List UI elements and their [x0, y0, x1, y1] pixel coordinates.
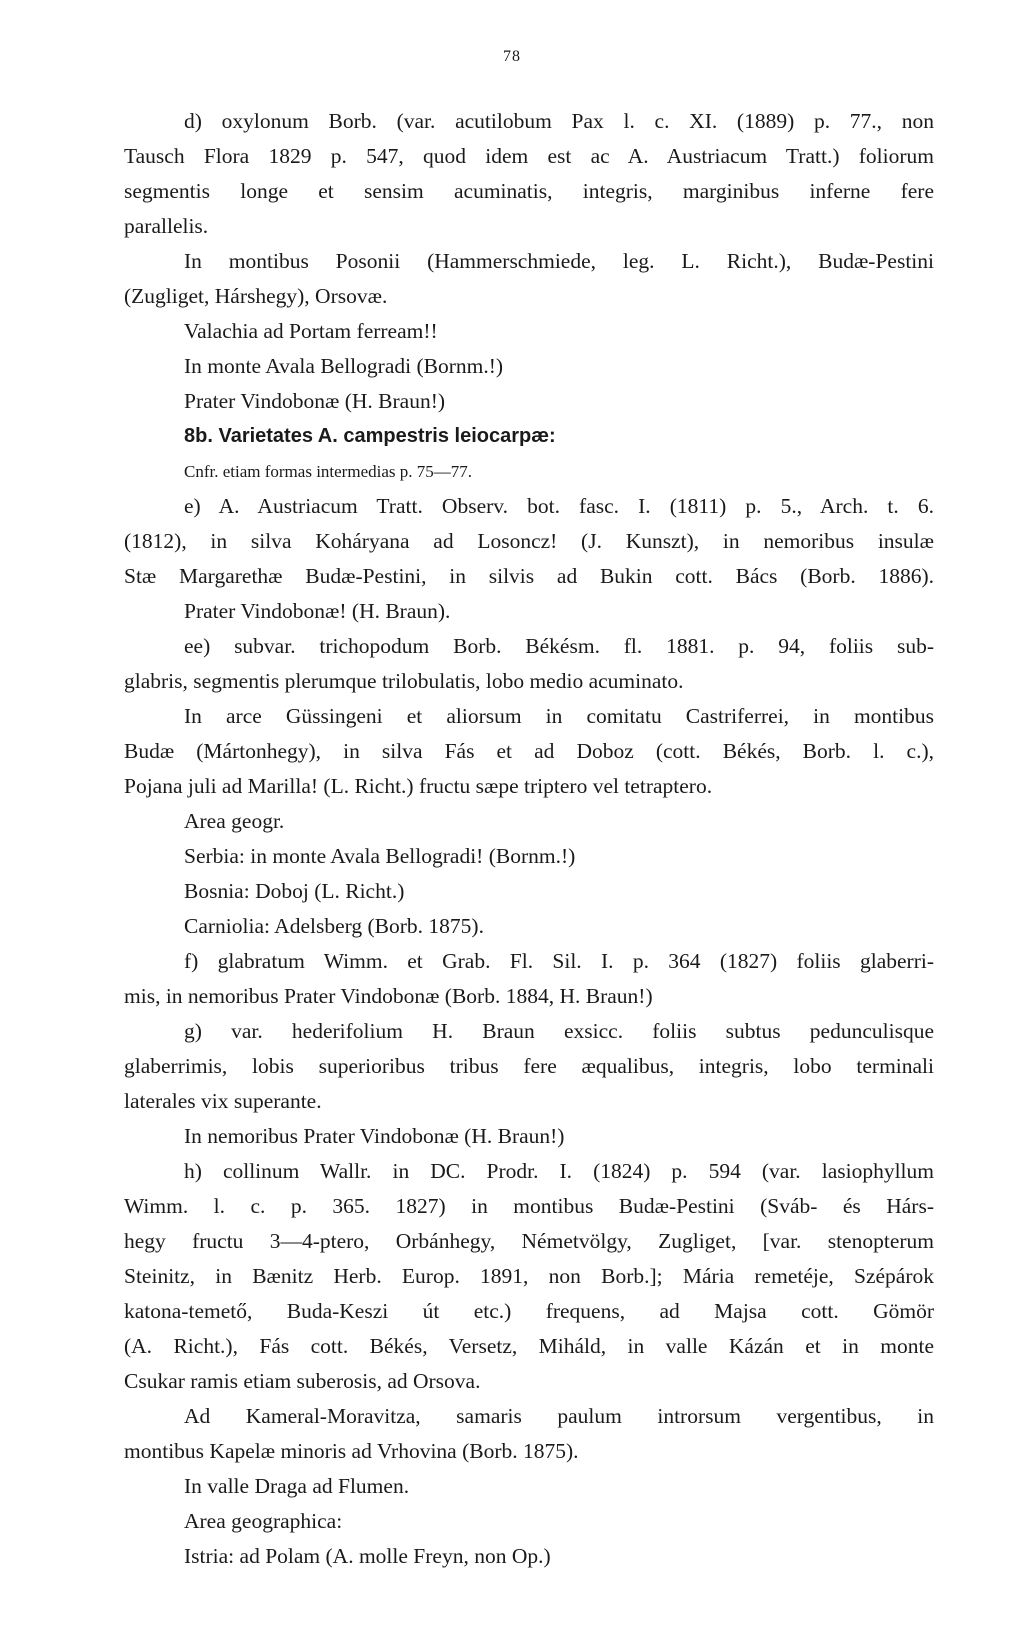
text-line: (A. Richt.), Fás cott. Békés, Versetz, Miháld, in valle Kázán et in monte [124, 1334, 934, 1358]
text-line: In arce Güssingeni et aliorsum in comitatu Castriferrei, in montibus [184, 704, 934, 728]
text-line: g) var. hederifolium H. Braun exsicc. foliis subtus pedunculisque [184, 1019, 934, 1043]
text-line: 8b. Varietates A. campestris leiocarpæ: [184, 425, 556, 447]
text-line: segmentis longe et sensim acuminatis, integris, marginibus inferne fere [124, 179, 934, 203]
text-line: laterales vix superante. [124, 1089, 322, 1113]
text-line: montibus Kapelæ minoris ad Vrhovina (Borb. 1875). [124, 1439, 579, 1463]
text-line: (Zugliget, Hárshegy), Orsovæ. [124, 284, 388, 308]
text-line: Istria: ad Polam (A. molle Freyn, non Op.) [184, 1544, 551, 1568]
text-line: glaberrimis, lobis superioribus tribus fere æqualibus, integris, lobo terminali [124, 1054, 934, 1078]
text-body [124, 104, 934, 1574]
text-line: Tausch Flora 1829 p. 547, quod idem est ac A. Austriacum Tratt.) foliorum [124, 144, 934, 168]
text-line: In montibus Posonii (Hammerschmiede, leg. L. Richt.), Budæ-Pestini [184, 249, 934, 273]
text-line: hegy fructu 3—4-ptero, Orbánhegy, Németvölgy, Zugliget, [var. stenopterum [124, 1229, 934, 1253]
text-line: d) oxylonum Borb. (var. acutilobum Pax l. c. XI. (1889) p. 77., non [184, 109, 934, 133]
text-line: Area geogr. [184, 809, 285, 833]
text-line: Cnfr. etiam formas intermedias p. 75—77. [184, 462, 472, 481]
text-line: Steinitz, in Bænitz Herb. Europ. 1891, non Borb.]; Mária remetéje, Szépárok [124, 1264, 934, 1288]
text-line: Wimm. l. c. p. 365. 1827) in montibus Budæ-Pestini (Sváb- és Hárs- [124, 1194, 934, 1218]
text-line: Carniolia: Adelsberg (Borb. 1875). [184, 914, 484, 938]
text-line: Csukar ramis etiam suberosis, ad Orsova. [124, 1369, 481, 1393]
text-line: In nemoribus Prater Vindobonæ (H. Braun!) [184, 1124, 565, 1148]
text-line: Budæ (Mártonhegy), in silva Fás et ad Doboz (cott. Békés, Borb. l. c.), [124, 739, 934, 763]
text-line: Pojana juli ad Marilla! (L. Richt.) fructu sæpe triptero vel tetraptero. [124, 774, 713, 798]
text-line: h) collinum Wallr. in DC. Prodr. I. (1824) p. 594 (var. lasiophyllum [184, 1159, 934, 1183]
text-line: f) glabratum Wimm. et Grab. Fl. Sil. I. p. 364 (1827) foliis glaberri- [184, 949, 934, 973]
page-number: 78 [503, 48, 521, 65]
text-line: Ad Kameral-Moravitza, samaris paulum introrsum vergentibus, in [184, 1404, 934, 1428]
text-line: Stæ Margarethæ Budæ-Pestini, in silvis ad Bukin cott. Bács (Borb. 1886). [124, 564, 934, 588]
text-line: In monte Avala Bellogradi (Bornm.!) [184, 354, 504, 378]
text-line: ee) subvar. trichopodum Borb. Békésm. fl. 1881. p. 94, foliis sub- [184, 634, 934, 658]
text-line: Prater Vindobonæ (H. Braun!) [184, 389, 446, 413]
text-line: Serbia: in monte Avala Bellogradi! (Bornm.!) [184, 844, 576, 868]
text-line: In valle Draga ad Flumen. [184, 1474, 410, 1498]
text-line: mis, in nemoribus Prater Vindobonæ (Borb. 1884, H. Braun!) [124, 984, 653, 1008]
text-line: Bosnia: Doboj (L. Richt.) [184, 879, 405, 903]
text-line: Prater Vindobonæ! (H. Braun). [184, 599, 451, 623]
text-line: e) A. Austriacum Tratt. Observ. bot. fasc. I. (1811) p. 5., Arch. t. 6. [184, 494, 934, 518]
text-line: glabris, segmentis plerumque trilobulatis, lobo medio acuminato. [124, 669, 684, 693]
text-line: parallelis. [124, 214, 209, 238]
text-line: Valachia ad Portam ferream!! [184, 319, 438, 343]
text-line: katona-temető, Buda-Keszi út etc.) frequens, ad Majsa cott. Gömör [124, 1299, 934, 1323]
text-line: Area geographica: [184, 1509, 343, 1533]
text-line: (1812), in silva Koháryana ad Losoncz! (J. Kunszt), in nemoribus insulæ [124, 529, 934, 553]
